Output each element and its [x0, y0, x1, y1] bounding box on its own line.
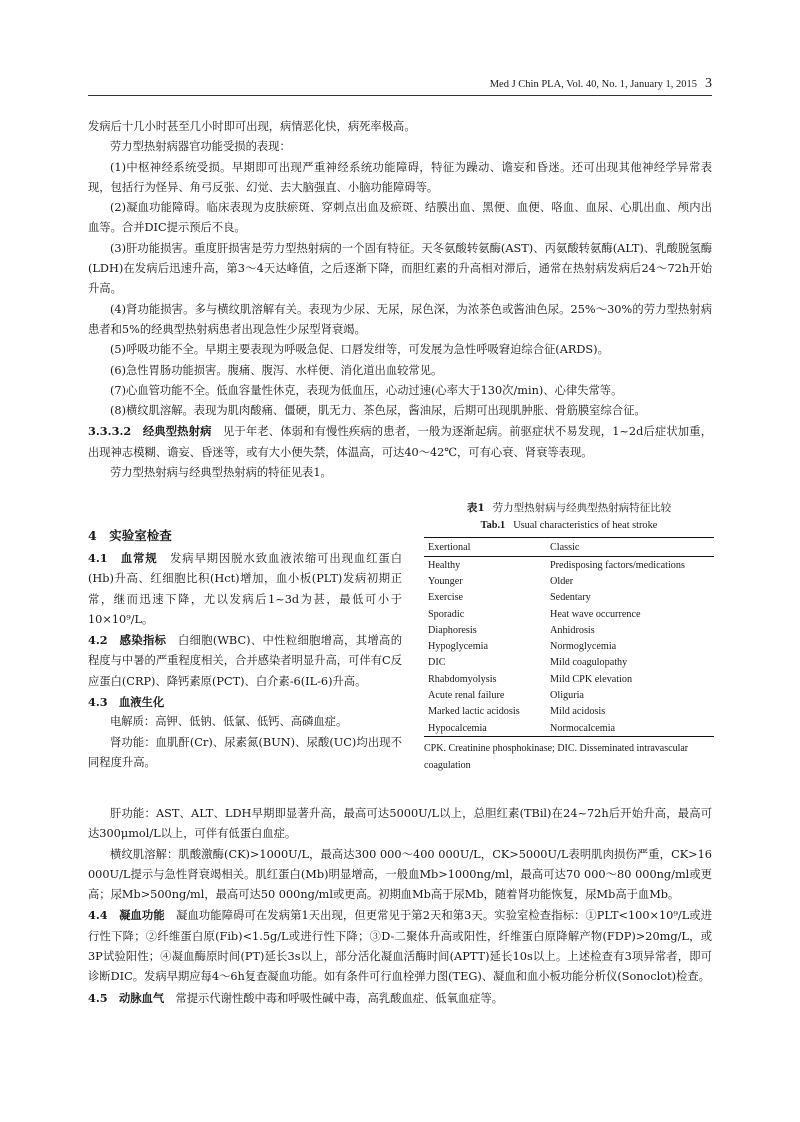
table-row [424, 671, 714, 687]
table-cell: Acute renal failure [428, 690, 505, 702]
paragraph: 肝功能：AST、ALT、LDH早期即显著升高，最高可达5000U/L以上，总胆红素(TBil)在24~72h后开始升高，最高可达300μmol/L以上，可伴有低蛋白血症。 [88, 807, 712, 841]
table-cell: Hypocalcemia [424, 720, 546, 737]
subsection-heading: 4.1 血常规 [88, 551, 158, 565]
subsection-body: 凝血功能障碍可在发病第1天出现，但更常见于第2天和第3天。实验室检查指标：①PLT<100×10⁹/L或进行性下降；②纤维蛋白原(Fib)<1.5g/L或进行性下降；③D-二聚体升高或阳性，纤维蛋白原降解产物(FDP)>20mg/L，或3P试验阳性；④凝血酶原时间(PT)延长3s以上，部分活化凝血活酶时间(APTT)延长10s以上。上述检查有3项异常者，即可诊断DIC。发病早期应每4～6h复查凝血功能。如有条件可行血栓弹力图(TEG)、凝血和血小板功能分析仪(Sonoclot)检查。 [88, 909, 712, 984]
paragraph: 劳力型热射病与经典型热射病的特征见表1。 [110, 466, 332, 480]
column-header: Classic [546, 538, 714, 557]
column-header: Exertional [424, 538, 546, 557]
subsection-heading: 3.3.3.2 经典型热射病 [88, 424, 212, 439]
table-block [424, 499, 714, 774]
paragraph [88, 421, 712, 463]
table-cell: Younger [428, 575, 463, 587]
table-cell: Mild acidosis [550, 706, 606, 718]
table-footnote: CPK. Creatinine phosphokinase; DIC. Disseminated intravascular coagulation [424, 743, 689, 772]
running-header [490, 76, 712, 92]
table-caption-en-label: Tab.1 [480, 520, 506, 531]
table-cell: Predisposing factors/medications [550, 559, 685, 571]
paragraph: (5)呼吸功能不全。早期主要表现为呼吸急促、口唇发绀等，可发展为急性呼吸窘迫综合征(ARDS)。 [110, 343, 609, 357]
table-cell: Heat wave occurrence [550, 608, 641, 620]
subsection-body: 白细胞(WBC)、中性粒细胞增高，其增高的程度与中暑的严重程度相关，合并感染者明显升高，可伴有C反应蛋白(CRP)、降钙素原(PCT)、白介素-6(IL-6)升高。 [88, 634, 403, 688]
paragraph: (2)凝血功能障碍。临床表现为皮肤瘀斑、穿刺点出血及瘀斑、结膜出血、黑便、血便、咯血、血尿、心肌出血、颅内出血等。合并DIC提示预后不良。 [88, 201, 712, 235]
characteristics-table [424, 537, 714, 737]
table-cell: Healthy [428, 559, 461, 571]
table-row [424, 573, 714, 589]
paragraph [88, 548, 402, 630]
subsection-heading: 4.3 血液生化 [88, 695, 165, 710]
subsection-body: 常提示代谢性酸中毒和呼吸性碱中毒，高乳酸血症、低氧血症等。 [164, 991, 504, 1005]
table-caption-label: 表1 [466, 502, 485, 514]
table-cell: Sedentary [550, 592, 591, 604]
table-row [424, 557, 714, 574]
paragraph: (7)心血管功能不全。低血容量性休克，表现为低血压，心动过速(心率大于130次/min)、心律失常等。 [110, 383, 623, 397]
subsection-body: 见于年老、体弱和有慢性疾病的患者，一般为逐渐起病。前驱症状不易发现，1~2d后症状加重，出现神志模糊、谵妄、昏迷等，或有大小便失禁，体温高，可达40～42℃，可有心衰、肾衰等表现。 [88, 425, 712, 459]
paragraph: (4)肾功能损害。多与横纹肌溶解有关。表现为少尿、无尿，尿色深，为浓茶色或酱油色尿。25%～30%的劳力型热射病患者和5%的经典型热射病患者出现急性少尿型肾衰竭。 [88, 302, 712, 336]
subsection-heading: 4.2 感染指标 [88, 633, 167, 648]
table-caption-en-text: Usual characteristics of heat stroke [513, 520, 658, 531]
paragraph: 横纹肌溶解：肌酸激酶(CK)>1000U/L，最高达300 000～400 000U/L，CK>5000U/L表明肌肉损伤严重，CK>16 000U/L提示与急性肾衰竭相关。肌红蛋白(Mb)明显增高，一般血Mb>1000ng/ml，最高可达70 000～80 000ng/ml或更高；尿Mb>500ng/ml，最高可达50 000ng/ml或更高。初期血Mb高于尿Mb，随着肾功能恢复，尿Mb高于血Mb。 [88, 847, 712, 902]
paragraph: (6)急性胃肠功能损害。腹痛、腹泻、水样便、消化道出血较常见。 [110, 363, 443, 377]
table-cell: Normoglycemia [550, 641, 617, 653]
table-row [424, 655, 714, 671]
table-cell: Sporadic [428, 608, 465, 620]
table-row [424, 720, 714, 737]
paragraph [88, 905, 712, 987]
table-row [424, 638, 714, 654]
table-row [424, 606, 714, 622]
table-cell: Mild CPK elevation [550, 673, 633, 685]
table-cell: Diaphoresis [428, 624, 477, 636]
subsection-body: 发病早期因脱水致血液浓缩可出现血红蛋白(Hb)升高、红细胞比积(Hct)增加，血小板(PLT)发病初期正常，继而迅速下降，尤以发病后1~3d为甚，最低可小于10×10⁹/L。 [88, 552, 402, 626]
table-caption [424, 499, 714, 517]
paragraph: 电解质：高钾、低钠、低氯、低钙、高磷血症。 [110, 715, 348, 729]
paragraph: (3)肝功能损害。重度肝损害是劳力型热射病的一个固有特征。天冬氨酸转氨酶(AST)、丙氨酸转氨酶(ALT)、乳酸脱氢酶(LDH)在发病后迅速升高，第3～4天达峰值，之后逐渐下降，而胆红素的升高相对滞后，通常在热射病发病后24～72h开始升高。 [88, 241, 712, 296]
table-row [424, 687, 714, 703]
top-text-block [88, 117, 712, 483]
header-rule [88, 95, 712, 96]
table-cell: Marked lactic acidosis [428, 706, 520, 718]
bottom-text-block [88, 804, 712, 1009]
paragraph [88, 988, 712, 1009]
paragraph [88, 630, 402, 692]
table-cell: Rhabdomyolysis [428, 673, 497, 685]
journal-citation: Med J Chin PLA, Vol. 40, No. 1, January 1, 2015 [489, 79, 697, 90]
table-cell: Hypoglycemia [428, 641, 488, 653]
left-column [88, 520, 402, 773]
paragraph: (1)中枢神经系统受损。早期即可出现严重神经系统功能障碍，特征为躁动、谵妄和昏迷。还可出现其他神经学异常表现，包括行为怪异、角弓反张、幻觉、去大脑强直、小脑功能障碍等。 [88, 160, 712, 194]
page-number: 3 [705, 76, 712, 91]
table-row [424, 590, 714, 606]
table-cell: DIC [428, 657, 446, 669]
table-row [424, 622, 714, 638]
subsection-heading: 4.4 凝血功能 [88, 908, 165, 923]
paragraph: 发病后十几小时甚至几小时即可出现，病情恶化快，病死率极高。 [88, 120, 416, 133]
table-cell: Exercise [428, 592, 464, 604]
paragraph: 劳力型热射病器官功能受损的表现： [110, 140, 291, 154]
table-header-row [424, 538, 714, 557]
paragraph: 肾功能：血肌酐(Cr)、尿素氮(BUN)、尿酸(UC)均出现不同程度升高。 [88, 735, 402, 769]
table-cell: Oliguria [550, 690, 584, 702]
table-caption-en [424, 517, 714, 534]
paragraph: (8)横纹肌溶解。表现为肌肉酸痛、僵硬，肌无力、茶色尿，酱油尿，后期可出现肌肿胀、骨筋膜室综合征。 [110, 404, 646, 418]
table-caption-text: 劳力型热射病与经典型热射病特征比较 [492, 502, 672, 514]
table-cell: Normocalcemia [546, 720, 714, 737]
table-cell: Anhidrosis [550, 624, 595, 636]
subsection-heading: 4.5 动脉血气 [88, 990, 165, 1005]
table-row [424, 704, 714, 720]
table-cell: Older [550, 575, 574, 587]
table-cell: Mild coagulopathy [550, 657, 628, 669]
section-heading: 4 实验室检查 [88, 528, 172, 543]
